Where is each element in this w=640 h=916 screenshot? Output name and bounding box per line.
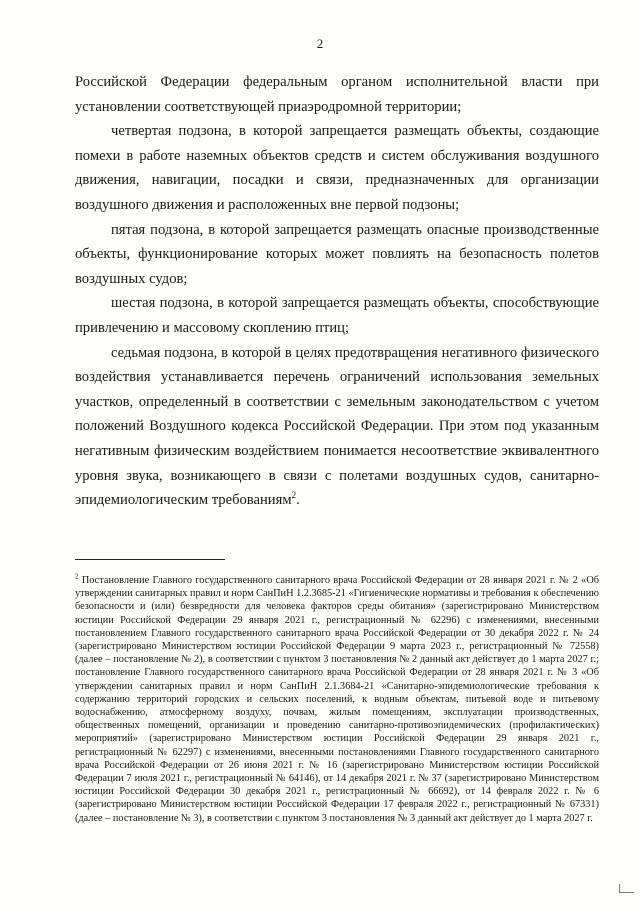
footnote [75, 574, 599, 825]
seventh-subzone-text: седьмая подзона, в которой в целях предотвращения негативного физического воздействия устанавливается перечень ограничений использования земельных участков, определенный в соответствии с земельным законодательством с учетом положений Воздушного кодекса Российской Федерации. При этом под указанным негативным физическим воздействием понимается несоответствие эквивалентного уровня звука, возникающего в связи с полетами воздушных судов, санитарно-эпидемиологическим требованиям [75, 344, 599, 509]
footnote-reference[interactable]: 2 [291, 490, 297, 501]
body-text [75, 70, 599, 513]
paragraph-sixth-subzone: шестая подзона, в которой запрещается размещать объекты, способствующие привлечению и массовому скоплению птиц; [75, 295, 599, 336]
footnote-mark: 2 [75, 572, 79, 581]
scan-corner-mark [619, 884, 634, 893]
paragraph-fifth-subzone: пятая подзона, в которой запрещается размещать опасные производственные объекты, функционирование которых может повлиять на безопасность полетов воздушных судов; [75, 221, 599, 287]
footnote-text: Постановление Главного государственного санитарного врача Российской Федерации от 28 января 2021 г. № 2 «Об утверждении санитарных правил и норм СанПиН 1.2.3685-21 «Гигиенические нормативы и требования к обеспечению безопасности и (или) безвредности для человека факторов среды обитания» (зарегистрировано Министерством юстиции Российской Федерации 29 января 2021 г., регистрационный № 62296) с изменениями, внесенными постановлением Главного государственного санитарного врача Российской Федерации от 30 декабря 2022 г. № 24 (зарегистрировано Министерством юстиции Российской Федерации 9 марта 2023 г., регистрационный № 72558) (далее – постановление № 2), в соответствии с пунктом 3 постановления № 2 данный акт действует до 1 марта 2027 г.; постановление Главного государственного санитарного врача Российской Федерации от 28 января 2021 г. № 3 «Об утверждении санитарных правил и норм СанПиН 2.1.3684-21 «Санитарно-эпидемиологические требования к содержанию территорий городских и сельских поселений, к водным объектам, питьевой воде и питьевому водоснабжению, атмосферному воздуху, почвам, жилым помещениям, эксплуатации производственных, общественных помещений, организации и проведению санитарно-противоэпидемических (профилактических) мероприятий» (зарегистрировано Министерством юстиции Российской Федерации 29 января 2021 г., регистрационный № 62297) с изменениями, внесенными постановлениями Главного государственного санитарного врача Российской Федерации от 26 июня 2021 г. № 16 (зарегистрировано Министерством юстиции Российской Федерации 7 июля 2021 г., регистрационный № 64146), от 14 декабря 2021 г. № 37 (зарегистрировано Министерством юстиции Российской Федерации 30 декабря 2021 г., регистрационный № 66692), от 14 февраля 2022 г. № 6 (зарегистрировано Министерством юстиции Российской Федерации 17 февраля 2022 г., регистрационный № 67331) (далее – постановление № 3), в соответствии с пунктом 3 постановления № 3 данный акт действует до 1 марта 2027 г. [75, 575, 599, 824]
paragraph-continuation: Российской Федерации федеральным органом исполнительной власти при установлении соответствующей приаэродромной территории; [75, 74, 599, 115]
footnote-separator [75, 559, 225, 560]
footnote-paragraph [75, 574, 599, 825]
paragraph-fourth-subzone: четвертая подзона, в которой запрещается размещать объекты, создающие помехи в работе наземных объектов средств и систем обслуживания воздушного движения, навигации, посадки и связи, предназначенных для организации воздушного движения и расположенных вне первой подзоны; [75, 123, 599, 213]
page-number: 2 [316, 36, 324, 51]
paragraph-seventh-subzone: седьмая подзона, в которой в целях предотвращения негативного физического воздействия устанавливается перечень ограничений использования земельных участков, определенный в соответствии с земельным законодательством с учетом положений Воздушного кодекса Российской Федерации. При этом под указанным негативным физическим воздействием понимается несоответствие эквивалентного уровня звука, возникающего в связи с полетами воздушных судов, санитарно-эпидемиологическим требованиям$^2$. [75, 344, 599, 509]
